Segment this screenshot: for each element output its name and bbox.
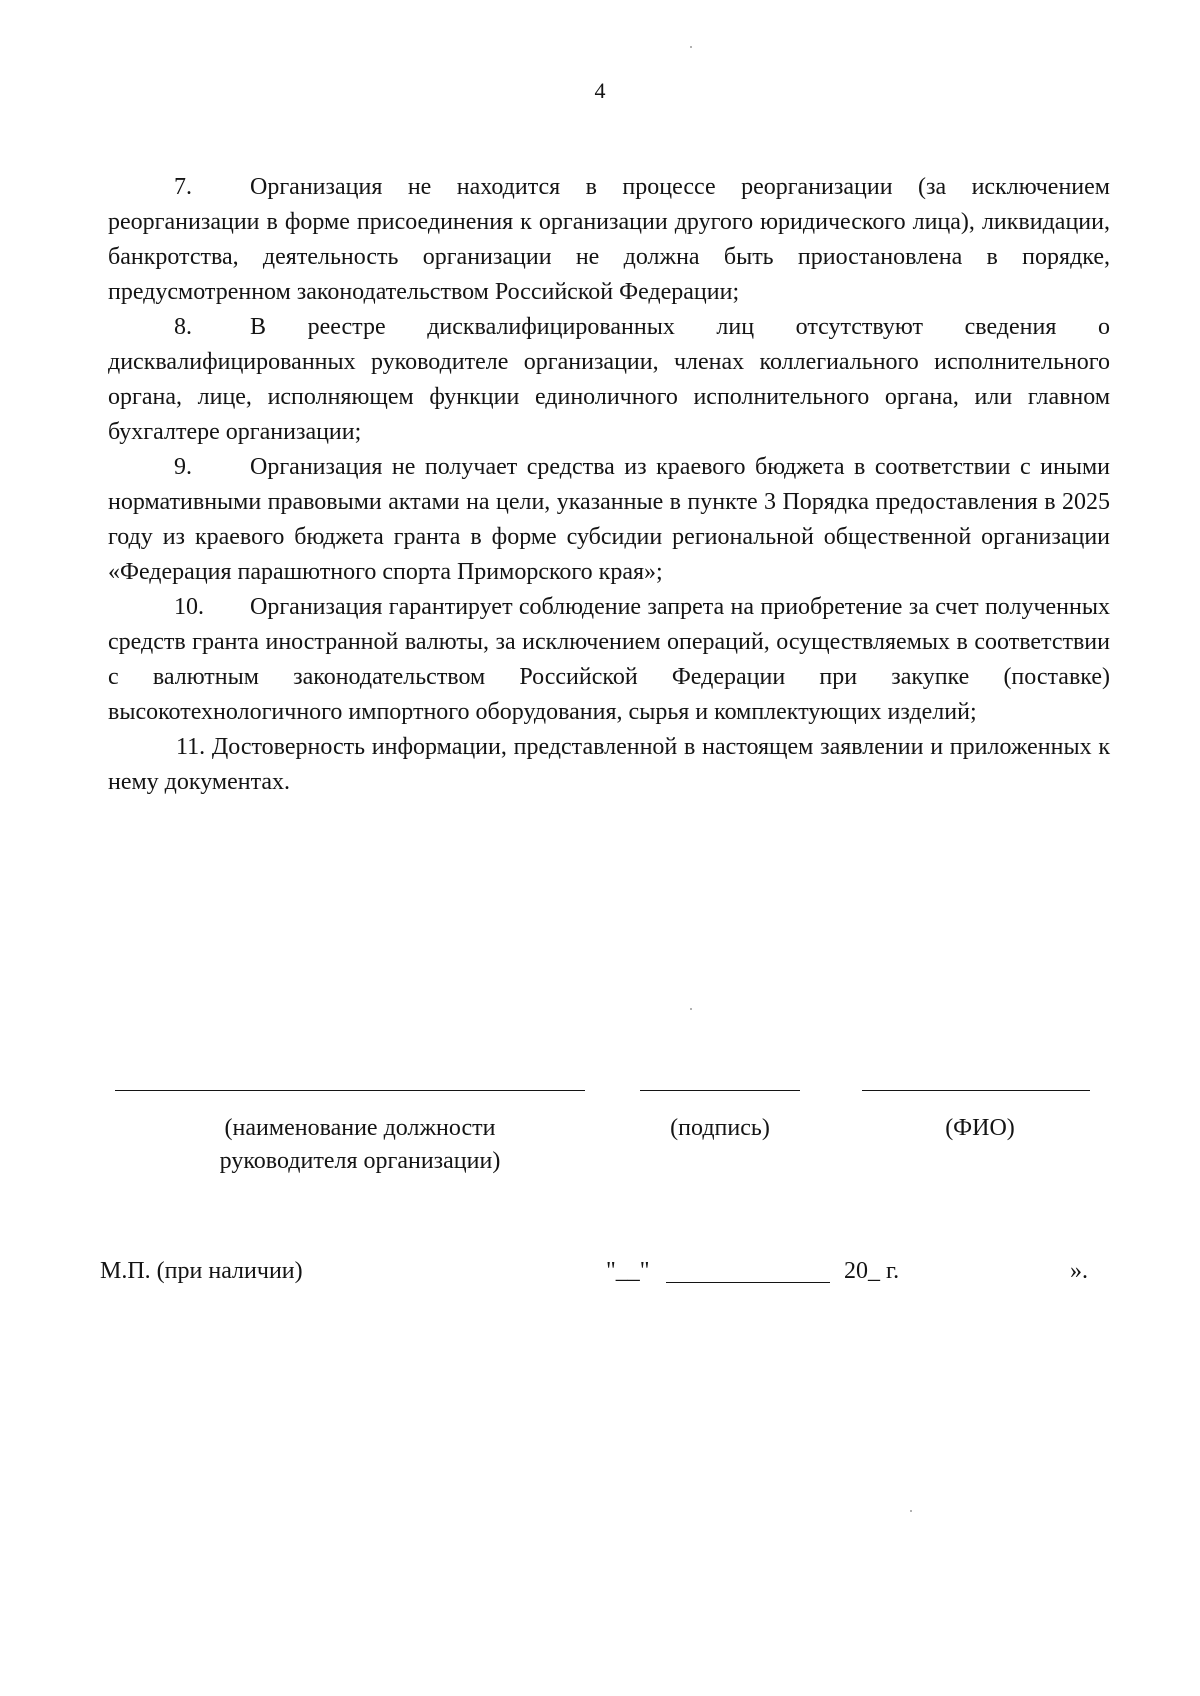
- stamp-label: М.П. (при наличии): [100, 1258, 303, 1284]
- document-body: [108, 170, 1110, 800]
- paragraph-11: [108, 730, 1110, 800]
- position-caption-line2: руководителя организации): [219, 1148, 501, 1174]
- page-number: 4: [594, 78, 606, 103]
- paragraph-text: Достоверность информации, представленной в настоящем заявлении и приложенных к нему документах.: [108, 734, 1111, 795]
- paragraph-7: [108, 170, 1110, 310]
- paragraph-text: В реестре дисквалифицированных лиц отсутствуют сведения о дисквалифицированных руководителе организации, членах коллегиального исполнительного органа, лице, исполняющем функции единоличного исполнительного органа, или главном бухгалтере организации;: [108, 314, 1110, 445]
- name-line: [862, 1090, 1090, 1091]
- paragraph-10: [108, 590, 1110, 730]
- paragraph-text: Организация не получает средства из краевого бюджета в соответствии с иными нормативными правовыми актами на цели, указанные в пункте 3 Порядка предоставления в 2025 году из краевого бюджета гранта в форме субсидии региональной общественной организации «Федерация парашютного спорта Приморского края»;: [108, 454, 1110, 585]
- position-caption: [150, 1112, 570, 1178]
- paragraph-number: 9.: [174, 454, 192, 480]
- paragraph-number: 11.: [176, 734, 206, 760]
- scan-speck: [690, 1008, 692, 1010]
- paragraph-9: [108, 450, 1110, 590]
- name-caption: (ФИО): [945, 1115, 1015, 1141]
- paragraph-text: Организация гарантирует соблюдение запрета на приобретение за счет полученных средств гранта иностранной валюты, за исключением операций, осуществляемых в соответствии с валютным законодательством Российской Федерации при закупке (поставке) высокотехнологичного импортного оборудования, сырья и комплектующих изделий;: [108, 594, 1110, 725]
- date-month-line: [666, 1282, 830, 1283]
- paragraph-text: Организация не находится в процессе реорганизации (за исключением реорганизации в форме присоединения к организации другого юридического лица), ликвидации, банкротства, деятельность организации не должна быть приостановлена в порядке, предусмотренном законодательством Российской Федерации;: [108, 174, 1110, 305]
- scan-speck: [910, 1510, 912, 1512]
- paragraph-number: 10.: [174, 594, 204, 620]
- position-caption-line1: (наименование должности: [224, 1115, 496, 1141]
- signature-line: [640, 1090, 800, 1091]
- paragraph-8: [108, 310, 1110, 450]
- paragraph-number: 7.: [174, 174, 192, 200]
- position-signature-line: [115, 1090, 585, 1091]
- date-year: 20_ г.: [844, 1258, 900, 1284]
- closing-mark: ».: [1070, 1258, 1088, 1284]
- scan-speck: [690, 46, 692, 48]
- date-day-quotes: "__": [606, 1258, 650, 1284]
- paragraph-number: 8.: [174, 314, 192, 340]
- signature-caption: (подпись): [670, 1115, 770, 1141]
